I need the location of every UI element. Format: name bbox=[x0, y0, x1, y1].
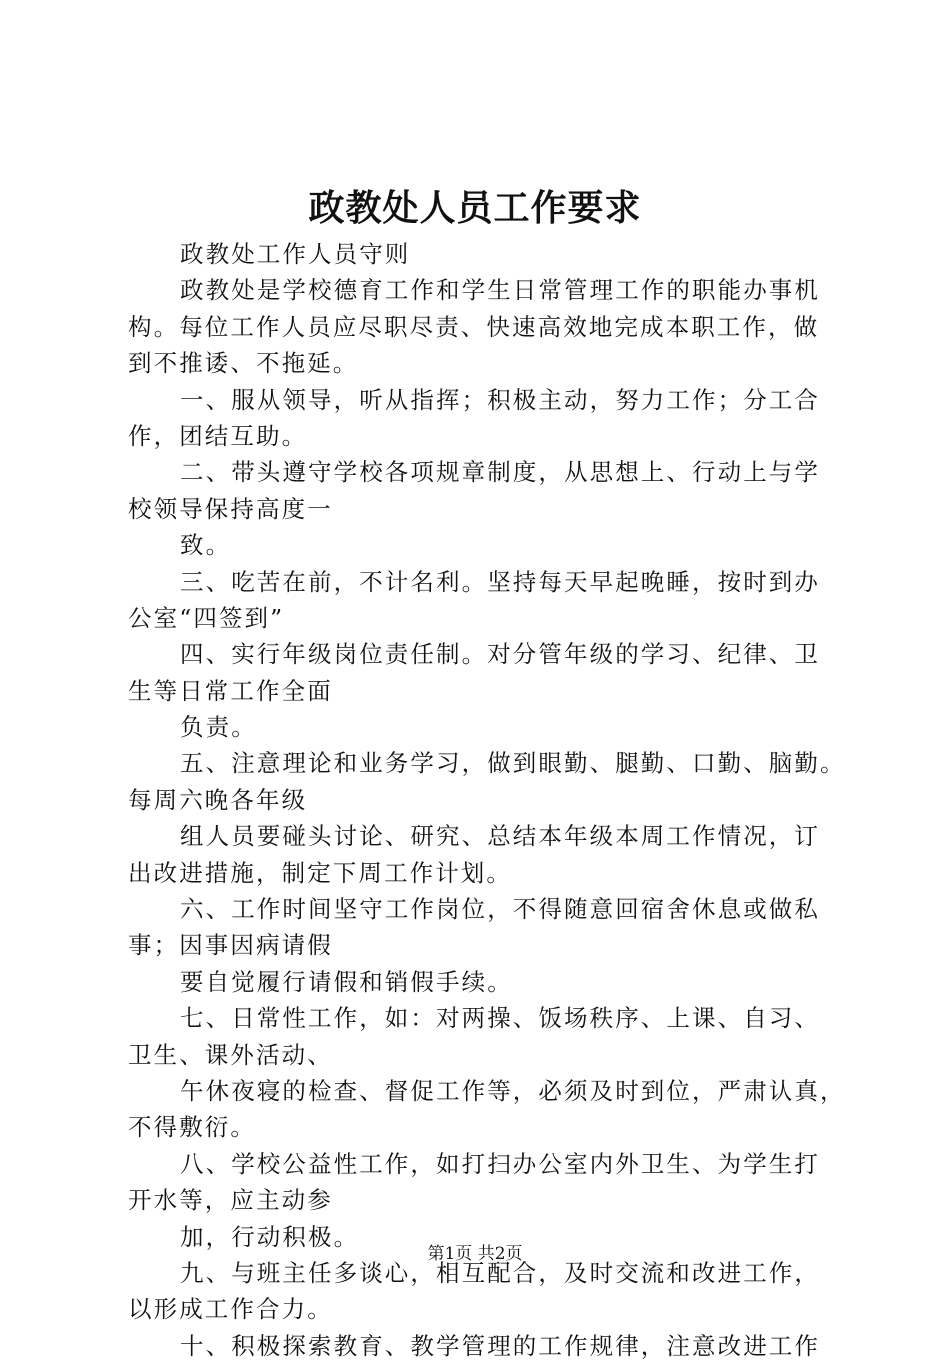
text-line: 政教处是学校德育工作和学生日常管理工作的职能办事机 bbox=[180, 276, 820, 305]
text-line: 生等日常工作全面 bbox=[128, 676, 333, 705]
text-line: 一、服从领导，听从指挥；积极主动，努力工作；分工合 bbox=[180, 385, 820, 414]
text-line: 公室“四签到” bbox=[128, 603, 285, 632]
text-line: 二、带头遵守学校各项规章制度，从思想上、行动上与学 bbox=[180, 458, 820, 487]
text-line: 每周六晚各年级 bbox=[128, 785, 308, 814]
text-line: 开水等，应主动参 bbox=[128, 1186, 333, 1215]
document-title: 政教处人员工作要求 bbox=[308, 187, 642, 229]
text-line: 十、积极探索教育、教学管理的工作规律，注意改进工作 bbox=[180, 1331, 820, 1360]
text-line: 加，行动积极。 bbox=[180, 1222, 360, 1251]
text-line: 事；因事因病请假 bbox=[128, 931, 333, 960]
text-line: 五、注意理论和业务学习，做到眼勤、腿勤、口勤、脑勤。 bbox=[180, 749, 846, 778]
text-line: 政教处工作人员守则 bbox=[180, 240, 411, 268]
text-line: 构。每位工作人员应尽职尽责、快速高效地完成本职工作，做 bbox=[128, 312, 820, 341]
text-line: 七、日常性工作，如：对两操、饭场秩序、上课、自习、 bbox=[180, 1004, 820, 1033]
text-line: 出改进措施，制定下周工作计划。 bbox=[128, 858, 512, 887]
page-footer: 第1页 共2页 bbox=[427, 1244, 523, 1264]
text-line: 致。 bbox=[180, 531, 232, 560]
text-line: 六、工作时间坚守工作岗位，不得随意回宿舍休息或做私 bbox=[180, 895, 820, 924]
text-line: 到不推诿、不拖延。 bbox=[128, 349, 359, 378]
document-body bbox=[128, 236, 846, 1364]
text-line: 九、与班主任多谈心，相互配合，及时交流和改进工作， bbox=[180, 1258, 820, 1287]
text-line: 卫生、课外活动、 bbox=[128, 1040, 333, 1069]
text-line: 三、吃苦在前，不计名利。坚持每天早起晚睡，按时到办 bbox=[180, 567, 820, 596]
text-line: 组人员要碰头讨论、研究、总结本年级本周工作情况，订 bbox=[180, 822, 820, 851]
text-line: 午休夜寝的检查、督促工作等，必须及时到位，严肃认真， bbox=[180, 1076, 846, 1105]
text-line: 不得敷衍。 bbox=[128, 1113, 256, 1142]
text-line: 负责。 bbox=[180, 713, 257, 742]
text-line: 以形成工作合力。 bbox=[128, 1295, 333, 1324]
text-line: 作，团结互助。 bbox=[128, 421, 308, 450]
text-line: 八、学校公益性工作，如打扫办公室内外卫生、为学生打 bbox=[180, 1149, 820, 1178]
text-line: 要自觉履行请假和销假手续。 bbox=[180, 967, 513, 996]
text-line: 四、实行年级岗位责任制。对分管年级的学习、纪律、卫 bbox=[180, 640, 820, 669]
text-line: 校领导保持高度一 bbox=[128, 494, 333, 523]
